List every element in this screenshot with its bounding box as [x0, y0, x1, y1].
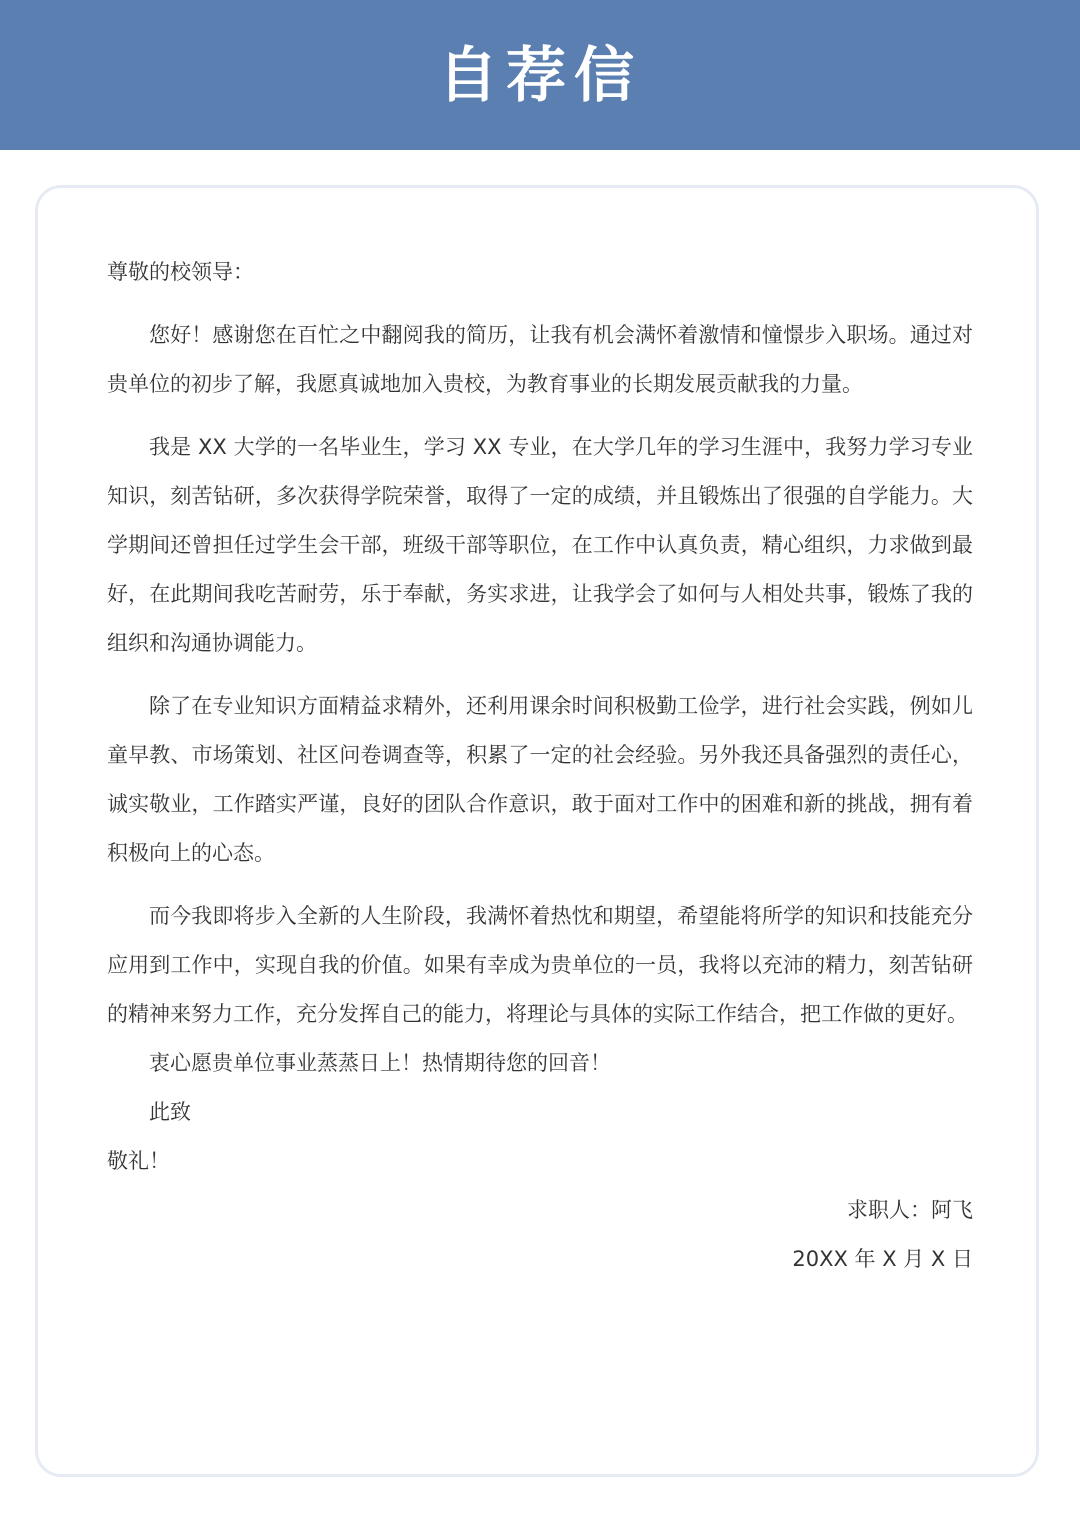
letter-closing-1: 此致	[149, 1100, 191, 1124]
header-band	[0, 0, 1080, 150]
letter-paragraph-4: 而今我即将步入全新的人生阶段，我满怀着热忱和期望，希望能将所学的知识和技能充分应用到工作中，实现自我的价值。如果有幸成为贵单位的一员，我将以充沛的精力，刻苦钻研的精神来努力工作，充分发挥自己的能力，将理论与具体的实际工作结合，把工作做的更好。	[107, 904, 973, 1026]
letter-signature: 求职人：阿飞	[847, 1198, 973, 1222]
letter-body	[107, 248, 973, 1284]
letter-closing-2: 敬礼！	[107, 1149, 170, 1173]
letter-greeting: 尊敬的校领导：	[107, 260, 254, 284]
page-title: 自荐信	[438, 41, 642, 111]
letter-wish: 衷心愿贵单位事业蒸蒸日上！热情期待您的回音！	[149, 1051, 611, 1075]
letter-paragraph-3: 除了在专业知识方面精益求精外，还利用课余时间积极勤工俭学，进行社会实践，例如儿童早教、市场策划、社区问卷调查等，积累了一定的社会经验。另外我还具备强烈的责任心，诚实敬业，工作踏实严谨，良好的团队合作意识，敢于面对工作中的困难和新的挑战，拥有着积极向上的心态。	[107, 694, 973, 865]
letter-paragraph-2: 我是 XX 大学的一名毕业生，学习 XX 专业，在大学几年的学习生涯中，我努力学习专业知识，刻苦钻研，多次获得学院荣誉，取得了一定的成绩，并且锻炼出了很强的自学能力。大学期间还曾担任过学生会干部，班级干部等职位，在工作中认真负责，精心组织，力求做到最好，在此期间我吃苦耐劳，乐于奉献，务实求进，让我学会了如何与人相处共事，锻炼了我的组织和沟通协调能力。	[107, 435, 973, 655]
letter-paragraph-1: 您好！感谢您在百忙之中翻阅我的简历，让我有机会满怀着激情和憧憬步入职场。通过对贵单位的初步了解，我愿真诚地加入贵校，为教育事业的长期发展贡献我的力量。	[107, 323, 973, 396]
letter-date: 20XX 年 X 月 X 日	[792, 1247, 973, 1271]
